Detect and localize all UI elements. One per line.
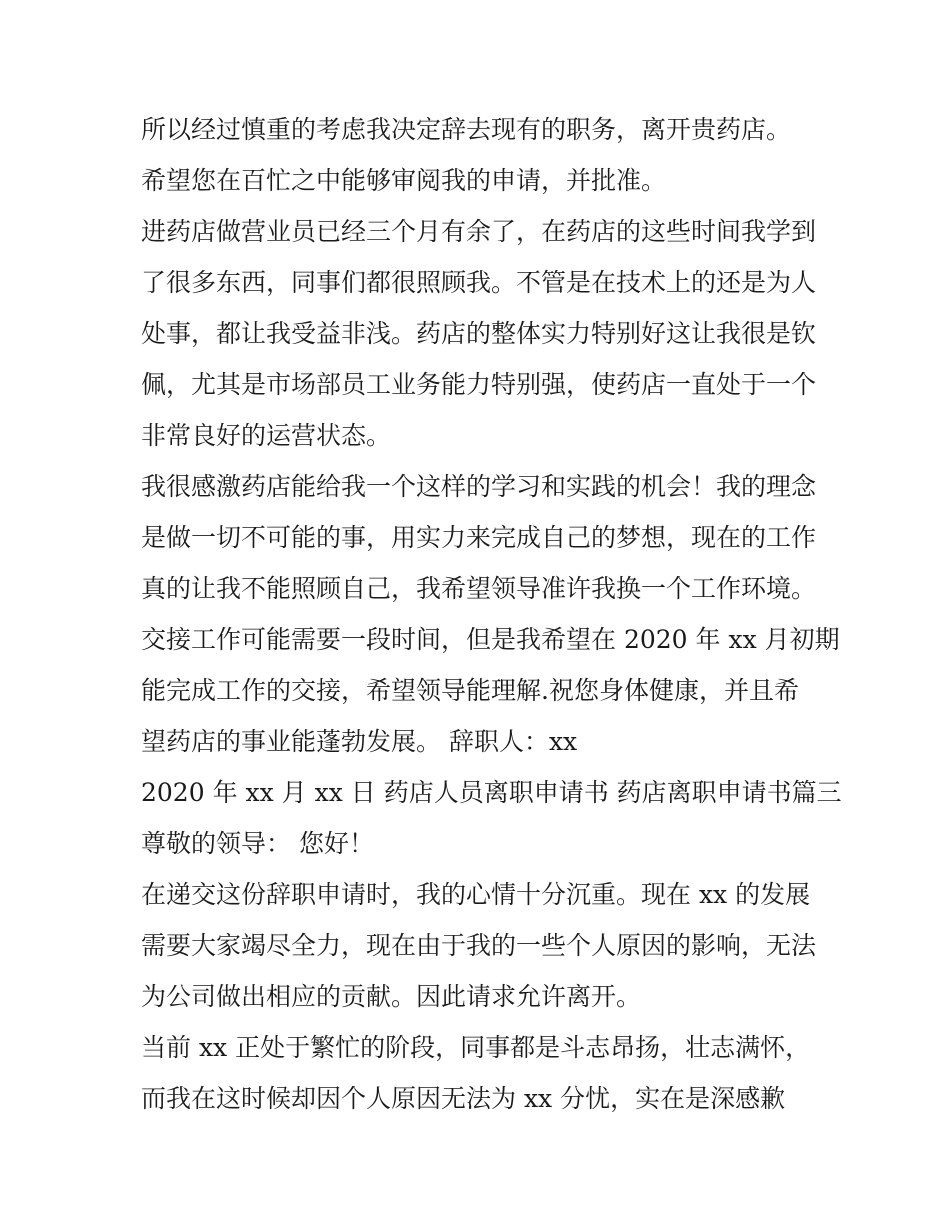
text-line: 当前 xx 正处于繁忙的阶段，同事都是斗志昂扬，壮志满怀， <box>141 1033 811 1062</box>
text-line: 2020 年 xx 月 xx 日 药店人员离职申请书 药店离职申请书篇三 <box>141 778 842 807</box>
text-line: 是做一切不可能的事，用实力来完成自己的梦想，现在的工作 <box>141 523 817 552</box>
text-line: 进药店做营业员已经三个月有余了，在药店的这些时间我学到 <box>141 217 817 246</box>
text-line: 需要大家竭尽全力，现在由于我的一些个人原因的影响，无法 <box>141 931 817 960</box>
text-line: 交接工作可能需要一段时间，但是我希望在 2020 年 xx 月初期 <box>141 625 840 654</box>
text-line: 望药店的事业能蓬勃发展。 辞职人：xx <box>141 727 578 756</box>
text-line: 在递交这份辞职申请时，我的心情十分沉重。现在 xx 的发展 <box>141 880 811 909</box>
text-line: 我很感激药店能给我一个这样的学习和实践的机会！我的理念 <box>141 472 817 501</box>
text-line: 非常良好的运营状态。 <box>141 421 392 450</box>
text-line: 佩，尤其是市场部员工业务能力特别强，使药店一直处于一个 <box>141 370 817 399</box>
text-line: 了很多东西，同事们都很照顾我。不管是在技术上的还是为人 <box>141 268 817 297</box>
text-line: 希望您在百忙之中能够审阅我的申请，并批准。 <box>141 166 667 195</box>
text-line: 而我在这时候却因个人原因无法为 xx 分忧，实在是深感歉 <box>141 1084 786 1113</box>
text-line: 为公司做出相应的贡献。因此请求允许离开。 <box>141 982 642 1011</box>
text-line: 所以经过慎重的考虑我决定辞去现有的职务，离开贵药店。 <box>141 115 792 144</box>
text-line: 真的让我不能照顾自己，我希望领导准许我换一个工作环境。 <box>141 574 817 603</box>
text-line: 处事，都让我受益非浅。药店的整体实力特别好这让我很是钦 <box>141 319 817 348</box>
document-body <box>141 104 842 1124</box>
text-line: 能完成工作的交接，希望领导能理解.祝您身体健康，并且希 <box>141 676 799 705</box>
text-line: 尊敬的领导： 您好！ <box>141 829 374 858</box>
